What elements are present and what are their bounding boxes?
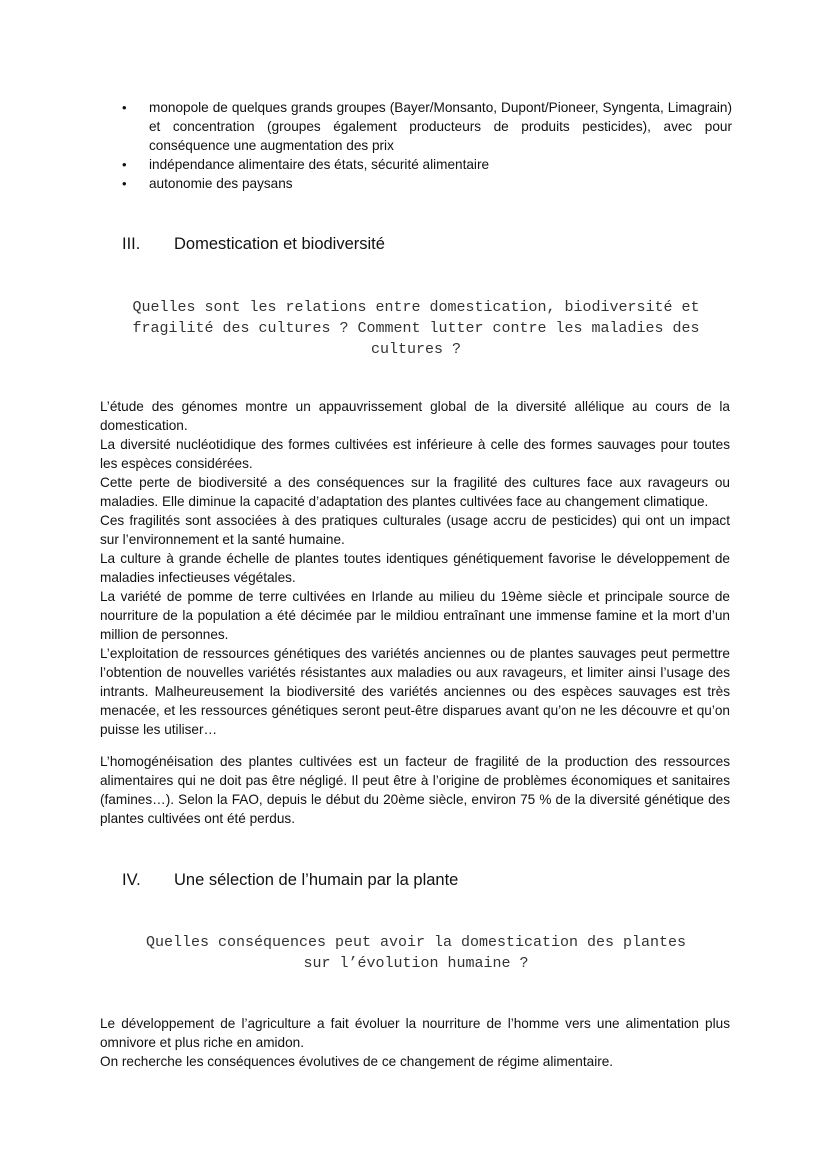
bullet-text: monopole de quelques grands groupes (Bayer/Monsanto, Dupont/Pioneer, Syngenta, Limagrain) et concentration (groupes également producteurs de produits pesticides), avec pour conséquence une augmentation des prix [149, 100, 732, 153]
list-item [100, 98, 732, 155]
paragraph: Le développement de l’agriculture a fait évoluer la nourriture de l’homme vers une alimentation plus omnivore et plus riche en amidon. [100, 1016, 730, 1050]
section-heading-3 [100, 233, 385, 255]
section-body [100, 397, 730, 739]
paragraph: La diversité nucléotidique des formes cultivées est inférieure à celle des formes sauvages pour toutes les espèces considérées. [100, 437, 730, 471]
section-question: Quelles sont les relations entre domestication, biodiversité et fragilité des cultures ? Comment lutter contre les maladies des cultures ? [132, 299, 700, 358]
bullet-icon: • [122, 100, 127, 115]
paragraph: On recherche les conséquences évolutives de ce changement de régime alimentaire. [100, 1054, 614, 1069]
list-item [100, 174, 732, 193]
section-number: IV. [122, 871, 141, 889]
paragraph: Cette perte de biodiversité a des conséquences sur la fragilité des cultures face aux ravageurs ou maladies. Elle diminue la capacité d’adaptation des plantes cultivées face au changement climatique. [100, 475, 730, 509]
paragraph: La culture à grande échelle de plantes toutes identiques génétiquement favorise le développement de maladies infectieuses végétales. [100, 551, 730, 585]
section-number: III. [122, 235, 141, 253]
section-title: Domestication et biodiversité [174, 235, 385, 253]
section-body [100, 1014, 730, 1071]
bullet-icon: • [122, 157, 127, 172]
section-question: Quelles conséquences peut avoir la domestication des plantes sur l’évolution humaine ? [145, 934, 687, 972]
section-heading-4 [100, 869, 458, 891]
paragraph: Ces fragilités sont associées à des pratiques culturales (usage accru de pesticides) qui ont un impact sur l’environnement et la santé humaine. [100, 513, 730, 547]
list-item [100, 155, 732, 174]
paragraph: L’étude des génomes montre un appauvrissement global de la diversité allélique au cours de la domestication. [100, 399, 730, 433]
paragraph: L’exploitation de ressources génétiques des variétés anciennes ou de plantes sauvages peut permettre l’obtention de nouvelles variétés résistantes aux maladies ou aux ravageurs, et limiter ainsi l’usage des intrants. Malheureusement la biodiversité des variétés anciennes ou des espèces sauvages est très menacée, et les ressources génétiques seront peut-être disparues avant qu’on ne les découvre et qu’on puisse les utiliser… [100, 646, 730, 737]
bullet-text: autonomie des paysans [149, 176, 293, 191]
section-conclusion [100, 752, 730, 828]
paragraph: L’homogénéisation des plantes cultivées est un facteur de fragilité de la production des ressources alimentaires qui ne doit pas être négligé. Il peut être à l’origine de problèmes économiques et sanitaires (famines…). Selon la FAO, depuis le début du 20ème siècle, environ 75 % de la diversité génétique des plantes cultivées ont été perdus. [100, 754, 730, 826]
bullet-list [100, 98, 732, 193]
bullet-icon: • [122, 176, 127, 191]
paragraph: La variété de pomme de terre cultivées en Irlande au milieu du 19ème siècle et principale source de nourriture de la population a été décimée par le mildiou entraînant une immense famine et la mort d’un million de personnes. [100, 589, 730, 642]
bullet-text: indépendance alimentaire des états, sécurité alimentaire [149, 157, 490, 172]
section-title: Une sélection de l’humain par la plante [174, 871, 459, 889]
